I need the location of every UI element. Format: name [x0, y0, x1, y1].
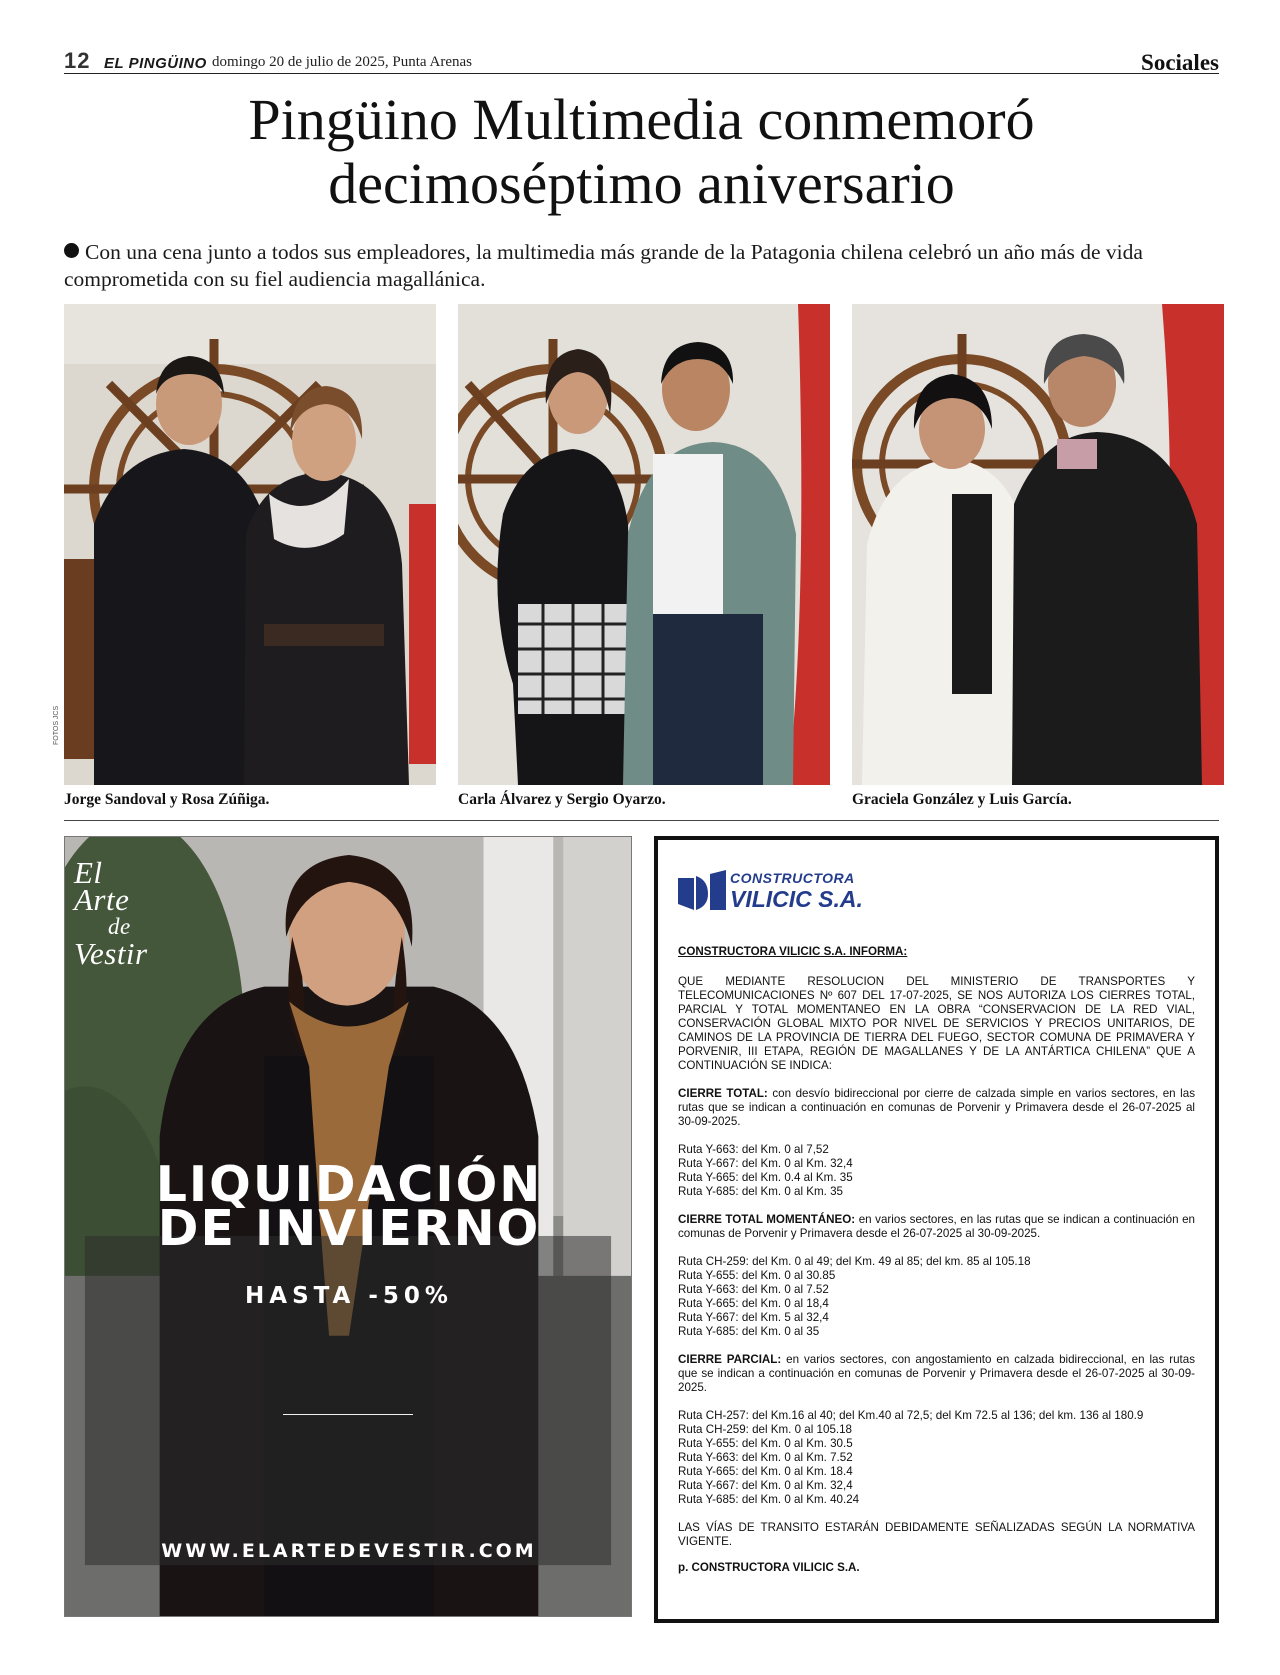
section-2-text: en varios sectores, en las rutas que se indican a continuación en comunas de Porvenir y Primavera desde el 26-07-2025 al 30-09-2025.	[678, 1213, 1196, 1240]
route-item: Ruta CH-259: del Km. 0 al 49; del Km. 49 al 85; del km. 85 al 105.18	[678, 1255, 1031, 1268]
section-3-text: en varios sectores, con angostamiento en calzada bidireccional, en las rutas que se indican a continuación en comunas de Porvenir y Primavera desde el 26-07-2025 al 30-09-2025.	[678, 1353, 1195, 1394]
brand-logo	[74, 855, 194, 971]
route-item: Ruta Y-655: del Km. 0 al Km. 30.5	[678, 1437, 853, 1450]
section-1-label: CIERRE TOTAL:	[678, 1087, 768, 1100]
route-item: Ruta Y-663: del Km. 0 al Km. 7.52	[678, 1451, 853, 1464]
photo-3	[852, 304, 1224, 785]
logo-text-2: VILICIC S.A.	[730, 886, 863, 912]
ad-divider	[283, 1414, 413, 1415]
section-1-text: con desvío bidireccional por cierre de calzada simple en varios sectores, en las rutas que se indican a continuación en comunas de Porvenir y Primavera desde el 26-07-2025 al 30-09-2025.	[678, 1087, 1196, 1128]
notice-closing: LAS VÍAS DE TRANSITO ESTARÁN DEBIDAMENTE SEÑALIZADAS SEGÚN LA NORMATIVA VIGENTE.	[678, 1521, 1195, 1548]
route-item: Ruta Y-685: del Km. 0 al 35	[678, 1325, 820, 1338]
brand-line-3: de	[108, 914, 131, 939]
page-number: 12	[64, 48, 91, 73]
photo-credit: FOTOS JCS	[53, 705, 60, 745]
route-item: Ruta Y-665: del Km. 0.4 al Km. 35	[678, 1171, 853, 1184]
route-item: Ruta CH-259: del Km. 0 al 105.18	[678, 1423, 853, 1436]
route-item: Ruta Y-665: del Km. 0 al 18,4	[678, 1297, 829, 1310]
section-2-label: CIERRE TOTAL MOMENTÁNEO:	[678, 1213, 856, 1226]
lead-text: Con una cena junto a todos sus empleadores, la multimedia más grande de la Patagonia chilena celebró un año más de vida comprometida con su fiel audiencia magallánica.	[64, 240, 1143, 291]
masthead-logo: EL PINGÜINO	[104, 55, 207, 72]
bullet-icon	[64, 243, 79, 258]
photo-1	[64, 304, 436, 785]
photo-2-caption: Carla Álvarez y Sergio Oyarzo.	[458, 791, 666, 808]
ad-title-line-1: LIQUIDACIÓN	[155, 1156, 543, 1213]
route-item: Ruta Y-665: del Km. 0 al Km. 18.4	[678, 1465, 853, 1478]
section-3-routes	[678, 1409, 1195, 1507]
notice-section-1	[678, 1087, 1195, 1129]
page-header	[64, 48, 1219, 74]
route-item: Ruta Y-663: del Km. 0 al 7,52	[678, 1143, 829, 1156]
ad-el-arte-de-vestir	[64, 836, 632, 1617]
dateline: domingo 20 de julio de 2025, Punta Arenas	[212, 54, 472, 70]
section-3-label: CIERRE PARCIAL:	[678, 1353, 782, 1366]
notice-section-2	[678, 1213, 1195, 1241]
route-item: Ruta Y-667: del Km. 0 al Km. 32,4	[678, 1157, 853, 1170]
article-lead	[64, 239, 1224, 293]
ad-url: WWW.ELARTEDEVESTIR.COM	[161, 1540, 537, 1562]
route-item: Ruta Y-667: del Km. 0 al Km. 32,4	[678, 1479, 853, 1492]
photo-2	[458, 304, 830, 785]
brand-line-4: Vestir	[74, 936, 148, 971]
ad-title	[65, 1156, 632, 1257]
route-item: Ruta CH-257: del Km.16 al 40; del Km.40 al 72,5; del Km 72.5 al 136; del km. 136 al 180.9	[678, 1409, 1144, 1422]
route-item: Ruta Y-685: del Km. 0 al Km. 40.24	[678, 1493, 860, 1506]
route-item: Ruta Y-667: del Km. 5 al 32,4	[678, 1311, 829, 1324]
route-item: Ruta Y-663: del Km. 0 al 7.52	[678, 1283, 829, 1296]
section-2-routes	[678, 1255, 1195, 1339]
brand-line-2: Arte	[74, 882, 130, 917]
constructora-logo-icon	[678, 870, 726, 912]
photo-3-caption: Graciela González y Luis García.	[852, 791, 1072, 808]
ad-discount: HASTA -50%	[245, 1283, 453, 1309]
notice-title: CONSTRUCTORA VILICIC S.A. INFORMA:	[678, 945, 908, 958]
route-item: Ruta Y-685: del Km. 0 al Km. 35	[678, 1185, 843, 1198]
article-headline	[64, 88, 1219, 216]
notice-section-3	[678, 1353, 1195, 1395]
headline-line-1: Pingüino Multimedia conmemoró	[248, 87, 1035, 152]
photo-1-caption: Jorge Sandoval y Rosa Zúñiga.	[64, 791, 270, 808]
notice-signature: p. CONSTRUCTORA VILICIC S.A.	[678, 1561, 860, 1574]
route-item: Ruta Y-655: del Km. 0 al 30.85	[678, 1269, 836, 1282]
ad-title-line-2: DE INVIERNO	[157, 1200, 541, 1257]
notice-body	[678, 945, 1195, 1589]
section-divider	[64, 820, 1219, 821]
section-title: Sociales	[1141, 50, 1219, 75]
section-1-routes	[678, 1143, 1195, 1199]
brand-line-1: El	[74, 855, 103, 890]
ad-constructora-vilicic	[654, 836, 1219, 1623]
headline-line-2: decimoséptimo aniversario	[328, 151, 955, 216]
notice-intro: QUE MEDIANTE RESOLUCION DEL MINISTERIO DE TRANSPORTES Y TELECOMUNICACIONES Nº 607 DEL 17-07-2025, SE NOS AUTORIZA LOS CIERRES TOTAL, PARCIAL Y TOTAL MOMENTANEO EN LA OBRA “CONSERVACION DE LA RED VIAL, CONSERVACIÓN GLOBAL MIXTO POR NIVEL DE SERVICIOS Y PRECIOS UNITARIOS, DE CAMINOS DE LA PROVINCIA DE TIERRA DEL FUEGO, SECTOR COMUNA DE PRIMAVERA Y PORVENIR, III ETAPA, REGIÓN DE MAGALLANES Y DE LA ANTÁRTICA CHILENA” QUE A CONTINUACIÓN SE INDICA:	[678, 975, 1195, 1072]
constructora-logo	[678, 870, 878, 912]
logo-text-1: CONSTRUCTORA	[730, 870, 855, 886]
